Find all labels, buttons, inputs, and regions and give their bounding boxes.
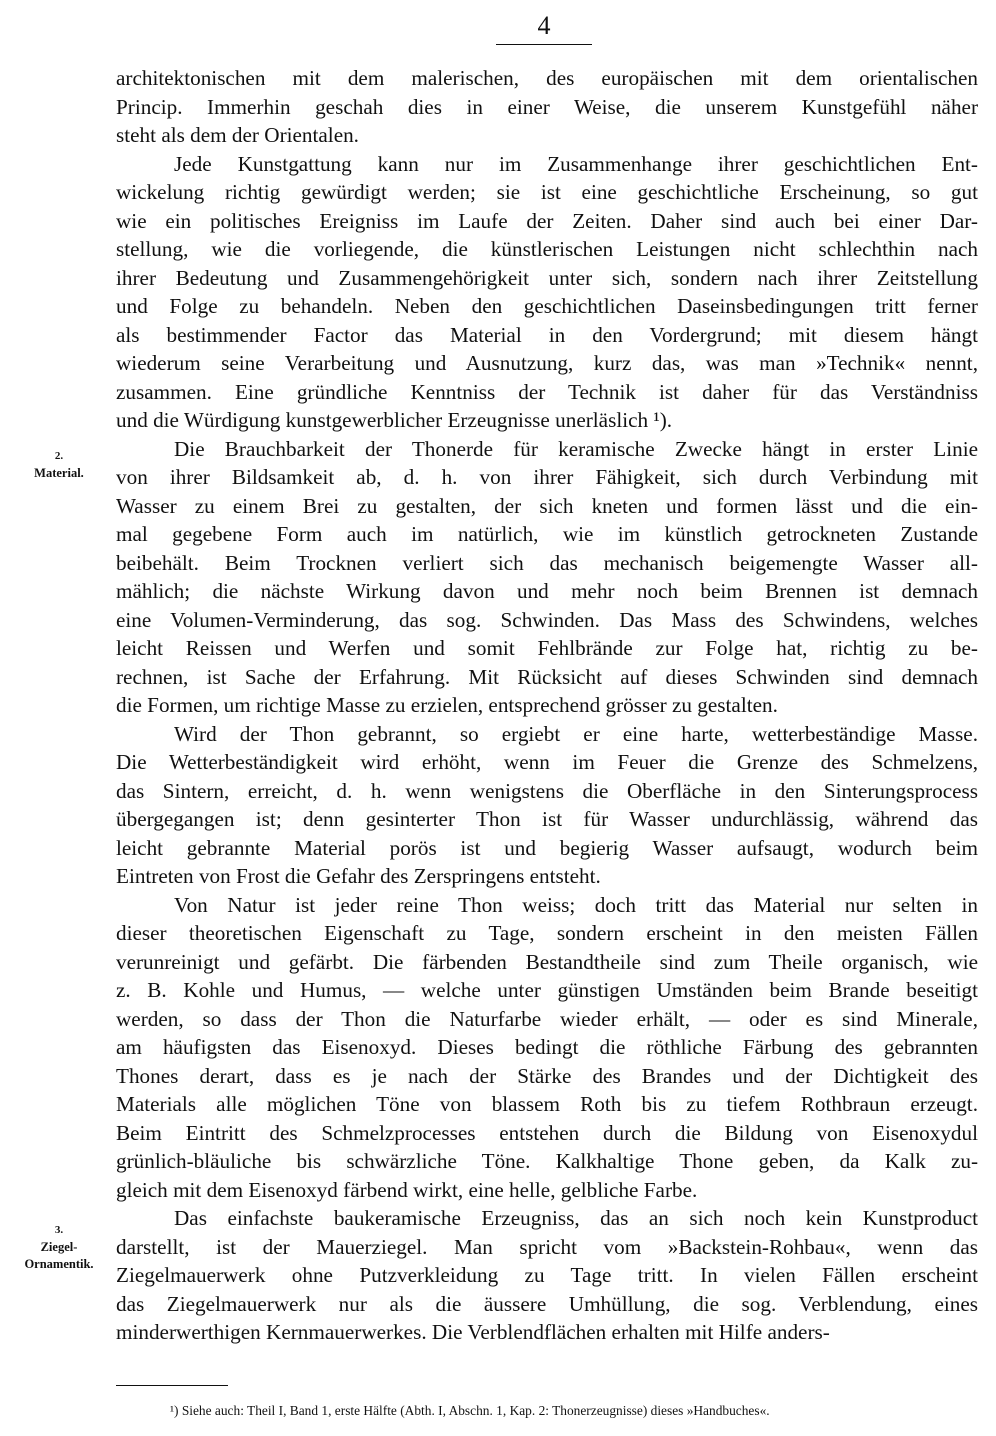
margin-note-label: Material.: [34, 466, 84, 480]
text-line: Die Brauchbarkeit der Thonerde für keramische Zwecke hängt in erster Linie: [174, 436, 978, 461]
text-line: das Ziegelmauerwerk nur als die äussere Umhüllung, die sog. Verblendung, eines: [116, 1291, 978, 1316]
text-line: Princip. Immerhin geschah dies in einer Weise, die unserem Kunstgefühl näher: [116, 94, 978, 119]
text-line: architektonischen mit dem malerischen, des europäischen mit dem orientalischen: [116, 66, 978, 90]
text-line: mal gegebene Form auch im natürlich, wie im künstlich getrockneten Zustande: [116, 522, 978, 546]
margin-note-label: Ziegel-: [40, 1240, 78, 1254]
text-line: Ziegelmauerwerk ohne Putzverkleidung zu Tage tritt. In vielen Fällen erscheint: [116, 1263, 978, 1287]
text-line: und Folge zu behandeln. Neben den geschichtlichen Daseinsbedingungen tritt ferner: [116, 294, 978, 318]
text-line: zusammen. Eine gründliche Kenntniss der Technik ist daher für das Verständniss: [116, 379, 978, 404]
text-line: ihrer Bedeutung und Zusammengehörigkeit unter sich, sondern nach ihrer Zeitstellung: [116, 265, 978, 290]
text-line: Eintreten von Frost die Gefahr des Zerspringens entsteht.: [116, 864, 601, 888]
text-line: am häufigsten das Eisenoxyd. Dieses bedingt die röthliche Färbung des gebrannten: [116, 1035, 978, 1059]
text-line: dieser theoretischen Eigenschaft zu Tage, sondern erscheint in den meisten Fällen: [116, 921, 978, 945]
paragraph: [116, 891, 978, 1205]
text-line: wie ein politisches Ereigniss im Laufe der Zeiten. Daher sind auch bei einer Dar-: [116, 208, 978, 233]
text-line: werden, so dass der Thon die Naturfarbe wieder erhält, — oder es sind Minerale,: [116, 1006, 978, 1031]
text-line: Beim Eintritt des Schmelzprocesses entstehen durch die Bildung von Eisenoxydul: [116, 1120, 978, 1145]
text-line: stellung, wie die vorliegende, die künstlerischen Leistungen nicht schlechthin nach: [116, 237, 978, 261]
body-text: [116, 64, 978, 1347]
page-number: 4: [496, 12, 592, 45]
text-line: Wird der Thon gebrannt, so ergiebt er eine harte, wetterbeständige Masse.: [174, 721, 978, 746]
text-line: wickelung richtig gewürdigt werden; sie ist eine geschichtliche Erscheinung, so gut: [116, 180, 978, 204]
paragraph: [116, 720, 978, 891]
text-line: steht als dem der Orientalen.: [116, 123, 359, 147]
text-line: die Formen, um richtige Masse zu erzielen, entsprechend grösser zu gestalten.: [116, 693, 778, 717]
text-line: Thones derart, dass es je nach der Stärke des Brandes und der Dichtigkeit des: [116, 1063, 978, 1088]
text-line: von ihrer Bildsamkeit ab, d. h. von ihrer Fähigkeit, sich durch Verbindung mit: [116, 465, 978, 489]
text-line: beibehält. Beim Trocknen verliert sich das mechanisch beigemengte Wasser all-: [116, 550, 978, 575]
text-line: als bestimmender Factor das Material in den Vordergrund; mit diesem hängt: [116, 322, 978, 347]
margin-note-ziegel-ornamentik: [22, 1222, 96, 1273]
text-line: minderwerthigen Kernmauerwerkes. Die Verblendflächen erhalten mit Hilfe anders-: [116, 1320, 830, 1344]
text-line: Die Wetterbeständigkeit wird erhöht, wenn im Feuer die Grenze des Schmelzens,: [116, 750, 978, 774]
text-line: Wasser zu einem Brei zu gestalten, der sich kneten und formen lässt und die ein-: [116, 493, 978, 518]
text-line: z. B. Kohle und Humus, — welche unter günstigen Umständen beim Brande beseitigt: [116, 978, 978, 1002]
footnote-divider: [116, 1385, 228, 1386]
text-line: das Sintern, erreicht, d. h. wenn wenigstens die Oberfläche in den Sinterungsprocess: [116, 778, 978, 803]
text-line: verunreinigt und gefärbt. Die färbenden Bestandtheile sind zum Theile organisch, wie: [116, 949, 978, 974]
margin-note-number: 3.: [54, 1224, 64, 1236]
paragraph: [116, 64, 978, 150]
text-line: Das einfachste baukeramische Erzeugniss, das an sich noch kein Kunstproduct: [174, 1206, 978, 1230]
text-line: rechnen, ist Sache der Erfahrung. Mit Rücksicht auf dieses Schwinden sind demnach: [116, 664, 978, 689]
margin-note-material: [22, 448, 96, 482]
paragraph: [116, 1204, 978, 1347]
text-line: gleich mit dem Eisenoxyd färbend wirkt, eine helle, gelbliche Farbe.: [116, 1177, 698, 1202]
paragraph: [116, 150, 978, 435]
text-line: grünlich-bläuliche bis schwärzliche Töne. Kalkhaltige Thone geben, da Kalk zu-: [116, 1149, 978, 1173]
text-line: Materials alle möglichen Töne von blassem Roth bis zu tiefem Rothbraun erzeugt.: [116, 1092, 978, 1116]
text-line: und die Würdigung kunstgewerblicher Erzeugnisse unerläslich ¹).: [116, 408, 673, 432]
text-line: Von Natur ist jeder reine Thon weiss; doch tritt das Material nur selten in: [174, 892, 978, 917]
text-line: mählich; die nächste Wirkung davon und mehr noch beim Brennen ist demnach: [116, 579, 978, 603]
text-line: Jede Kunstgattung kann nur im Zusammenhange ihrer geschichtlichen Ent-: [174, 151, 978, 176]
margin-note-number: 2.: [54, 450, 64, 462]
text-line: darstellt, ist der Mauerziegel. Man spricht vom »Backstein-Rohbau«, wenn das: [116, 1234, 978, 1259]
text-line: übergegangen ist; denn gesinterter Thon ist für Wasser undurchlässig, während das: [116, 807, 978, 831]
text-line: eine Volumen-Verminderung, das sog. Schwinden. Das Mass des Schwindens, welches: [116, 607, 978, 632]
text-line: leicht Reissen und Werfen und somit Fehlbrände zur Folge hat, richtig zu be-: [116, 636, 978, 660]
margin-note-label: Ornamentik.: [24, 1257, 94, 1271]
footnote: ¹) Siehe auch: Theil I, Band 1, erste Hälfte (Abth. I, Abschn. 1, Kap. 2: Thonerzeugnisse) dieses »Handbuches«.: [170, 1403, 770, 1418]
text-line: wiederum seine Verarbeitung und Ausnutzung, kurz das, was man »Technik« nennt,: [116, 351, 978, 375]
paragraph: [116, 435, 978, 720]
text-line: leicht gebrannte Material porös ist und begierig Wasser aufsaugt, wodurch beim: [116, 835, 978, 860]
